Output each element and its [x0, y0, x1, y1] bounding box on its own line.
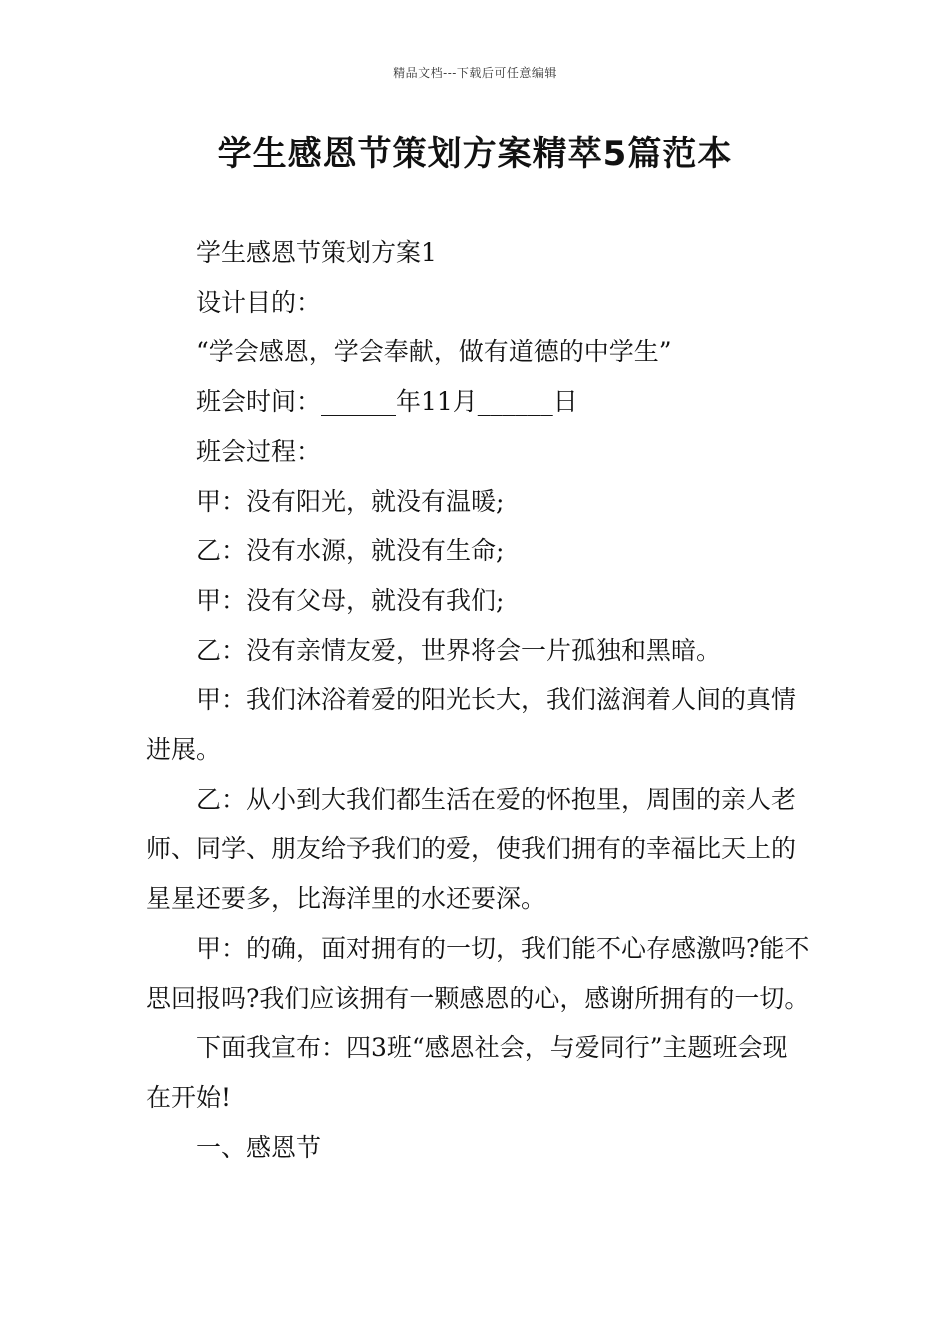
paragraph-meeting-time: 班会时间：______年11月______日 — [196, 387, 578, 417]
paragraph-meeting-process-label: 班会过程： — [196, 436, 322, 466]
paragraph-subheading: 一、感恩节 — [196, 1132, 322, 1162]
paragraph-dialogue-line: 甲：没有阳光，就没有温暖; — [196, 486, 505, 516]
paragraph-dialogue-line: 乙：没有亲情友爱，世界将会一片孤独和黑暗。 — [196, 635, 722, 665]
paragraph-dialogue-line: 甲：的确，面对拥有的一切，我们能不心存感激吗?能不思回报吗?我们应该拥有一颗感恩的心，感谢所拥有的一切。 — [146, 933, 810, 1013]
paragraph-dialogue-line: 甲：没有父母，就没有我们; — [196, 585, 505, 615]
header-note: 精品文档---下载后可任意编辑 — [393, 66, 557, 80]
paragraph-announcement: 下面我宣布：四3班“感恩社会，与爱同行”主题班会现在开始! — [146, 1033, 788, 1112]
paragraph-dialogue-line: 乙：没有水源，就没有生命; — [196, 536, 505, 566]
paragraph-design-purpose: “学会感恩，学会奉献，做有道德的中学生” — [196, 337, 672, 367]
document-body — [146, 228, 810, 1172]
paragraph-design-purpose-label: 设计目的： — [196, 287, 322, 317]
paragraph-dialogue-line: 甲：我们沐浴着爱的阳光长大，我们滋润着人间的真情进展。 — [146, 685, 797, 765]
document-title: 学生感恩节策划方案精萃5篇范本 — [217, 134, 733, 174]
paragraph-section-heading: 学生感恩节策划方案1 — [196, 238, 437, 267]
paragraph-dialogue-line: 乙：从小到大我们都生活在爱的怀抱里，周围的亲人老师、同学、朋友给予我们的爱，使我们拥有的幸福比天上的星星还要多，比海洋里的水还要深。 — [146, 784, 797, 914]
